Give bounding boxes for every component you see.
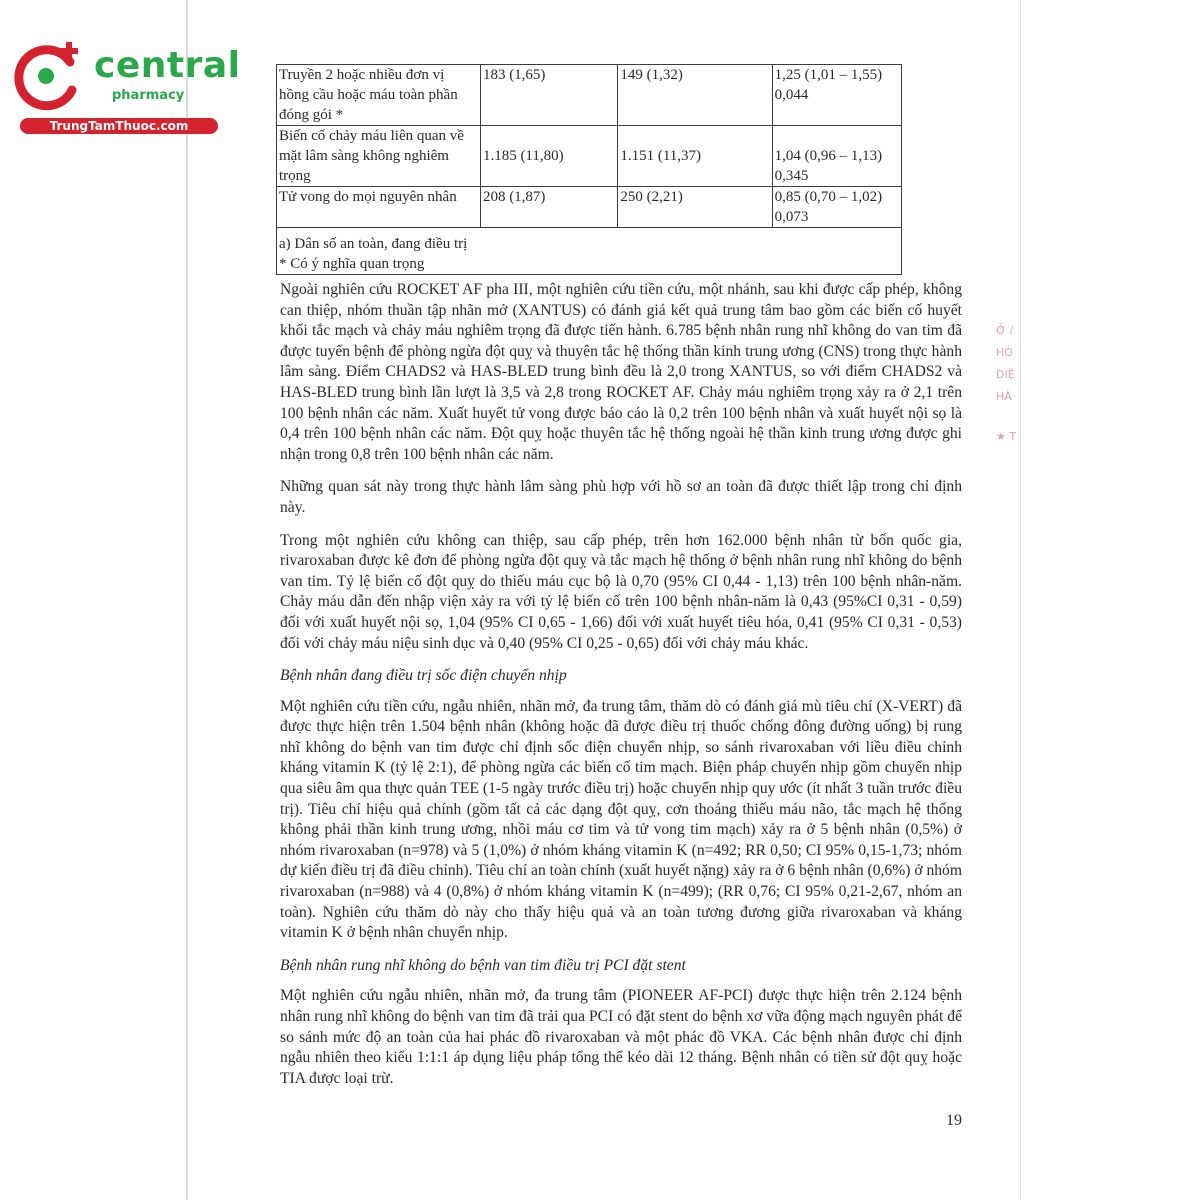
paragraph-pioneer: Một nghiên cứu ngẫu nhiên, nhãn mở, đa trung tâm (PIONEER AF-PCI) được thực hiện trên 2.124 bệnh nhân rung nhĩ không do bệnh van tim đã trải qua PCI có đặt stent do bệnh xơ vữa động mạch nguyên phát để so sánh mức độ an toàn của hai phác đồ rivaroxaban và một phác đồ VKA. Các bệnh nhân được chỉ định ngẫu nhiên theo kiểu 1:1:1 áp dụng liệu pháp tổng thể kéo dài 12 tháng. Bệnh nhân có tiền sử đột quỵ hoặc TIA được loại trừ. [280, 987, 962, 1087]
brand-name: central [94, 45, 241, 86]
paragraph-x-vert: Một nghiên cứu tiền cứu, ngẫu nhiên, nhãn mở, đa trung tâm, thăm dò có đánh giá mù tiêu chí (X-VERT) đã được thực hiện trên 1.504 bệnh nhân (không hoặc đã được điều trị thuốc chống đông đường uống) bị rung nhĩ không do bệnh van tim được chỉ định sốc điện chuyển nhịp, so sánh rivaroxaban với liều điều chỉnh kháng vitamin K (tỷ lệ 2:1), để phòng ngừa các biến cố tim mạch. Biện pháp chuyển nhịp gồm chuyển nhịp qua siêu âm qua thực quản TEE (1-5 ngày trước điều trị) hoặc chuyển nhịp quy ước (ít nhất 3 tuần trước điều trị). Tiêu chí hiệu quả chính (gồm tất cả các dạng đột quỵ, cơn thoáng thiếu máu não, tắc mạch hệ thống không phải thần kinh trung ương, nhồi máu cơ tim và tử vong tim mạch) xảy ra ở 5 bệnh nhân (0,5%) ở nhóm rivaroxaban (n=978) và 5 (1,0%) ở nhóm kháng vitamin K (n=492; RR 0,50; CI 95% 0,15-1,73; nhóm dự kiến điều trị đã điều chỉnh). Tiêu chí an toàn chính (xuất huyết nặng) xảy ra ở 6 bệnh nhân (0,6%) ở nhóm rivaroxaban (n=988) và 4 (0,8%) ở nhóm kháng vitamin K (n=499); (RR 0,76; CI 95% 0,21-2,67, nhóm an toàn). Nghiên cứu thăm dò này cho thấy hiệu quả và an toàn tương đương giữa rivaroxaban và kháng vitamin K ở bệnh nhân chuyển nhịp. [280, 697, 962, 942]
page-number: 19 [946, 1112, 962, 1129]
table-footnote [277, 228, 902, 275]
table-cell: 1,25 (1,01 – 1,55) 0,044 [772, 65, 901, 126]
table-cell: 1.185 (11,80) [480, 126, 617, 187]
page-edge-left [186, 0, 188, 1200]
table-footnote-row [277, 228, 902, 275]
stamp-line: ★ T [996, 430, 1017, 443]
footnote-b: * Có ý nghĩa quan trọng [279, 256, 425, 272]
table-row [277, 65, 902, 126]
document-body [280, 280, 962, 1101]
table-row [277, 126, 902, 187]
pharmacy-cross-logo-icon [12, 40, 84, 112]
stamp-line: HÒ [996, 346, 1013, 359]
page-edge-right [1020, 0, 1021, 1200]
table-cell: 183 (1,65) [480, 65, 617, 126]
table-cell: 208 (1,87) [480, 187, 617, 228]
table-cell-label: Biến cố chảy máu liên quan về mặt lâm sàng không nghiêm trọng [277, 126, 481, 187]
brand-url: TrungTamThuoc.com [20, 118, 218, 134]
table-cell: 1,04 (0,96 – 1,13) 0,345 [772, 126, 901, 187]
table-cell: 250 (2,21) [618, 187, 772, 228]
stamp-line: DIỆ [996, 368, 1015, 381]
brand-subtitle: pharmacy [112, 88, 185, 103]
footnote-a: a) Dân số an toàn, đang điều trị [279, 236, 468, 252]
section-heading-cardioversion: Bệnh nhân đang điều trị sốc điện chuyển nhịp [280, 667, 567, 685]
edge-stamp [996, 320, 1036, 500]
paragraph-xantus: Ngoài nghiên cứu ROCKET AF pha III, một nghiên cứu tiền cứu, một nhánh, sau khi được cấp phép, không can thiệp, nhóm thuần tập nhãn mở (XANTUS) có đánh giá kết quả trung tâm bao gồm các biến cố huyết khối tắc mạch và chảy máu nghiêm trọng đã được tiến hành. 6.785 bệnh nhân rung nhĩ không do van tim đã được tuyển bệnh để phòng ngừa đột quỵ và thuyên tắc hệ thống thần kinh trung ương (CNS) trong thực hành lâm sàng. Điểm CHADS2 và HAS-BLED trung bình đều là 2,0 trong XANTUS, so với điểm CHADS2 và HAS-BLED trung bình lần lượt là 3,5 và 2,8 trong ROCKET AF. Chảy máu nghiêm trọng xảy ra ở 2,1 trên 100 bệnh nhân các năm. Xuất huyết tử vong được báo cáo là 0,2 trên 100 bệnh nhân và xuất huyết nội sọ là 0,4 trên 100 bệnh nhân các năm. Đột quỵ hoặc thuyên tắc hệ thống ngoài hệ thần kinh trung ương được ghi nhận trong 0,8 trên 100 bệnh nhân các năm. [280, 281, 962, 463]
table-cell-label: Tử vong do mọi nguyên nhân [277, 187, 481, 228]
table-cell: 1.151 (11,37) [618, 126, 772, 187]
section-heading-pci: Bệnh nhân rung nhĩ không do bệnh van tim điều trị PCI đặt stent [280, 956, 686, 974]
table-cell: 0,85 (0,70 – 1,02) 0,073 [772, 187, 901, 228]
paragraph-post-approval: Trong một nghiên cứu không can thiệp, sau cấp phép, trên hơn 162.000 bệnh nhân từ bốn quốc gia, rivaroxaban được kê đơn để phòng ngừa đột quỵ và tắc mạch hệ thống ở bệnh nhân rung nhĩ không do bệnh van tim. Tỷ lệ biến cố đột quỵ do thiếu máu cục bộ là 0,70 (95% CI 0,44 - 1,13) trên 100 bệnh nhân-năm. Chảy máu dẫn đến nhập viện xảy ra với tỷ lệ biến cố trên 100 bệnh nhân-năm là 0,43 (95%CI 0,31 - 0,59) đối với xuất huyết nội sọ, 1,04 (95% CI 0,65 - 1,66) đối với xuất huyết tiêu hóa, 0,41 (95% CI 0,31 - 0,53) đối với chảy máu niệu sinh dục và 0,40 (95% CI 0,25 - 0,65) đối với chảy máu khác. [280, 531, 962, 652]
central-pharmacy-logo[interactable] [8, 40, 241, 140]
stamp-line: Ở / [996, 324, 1014, 337]
table-cell: 149 (1,32) [618, 65, 772, 126]
table-row [277, 187, 902, 228]
paragraph-observation: Những quan sát này trong thực hành lâm sàng phù hợp với hồ sơ an toàn đã được thiết lập trong chỉ định này. [280, 478, 962, 516]
table-cell-label: Truyền 2 hoặc nhiều đơn vị hồng cầu hoặc máu toàn phần đóng gói * [277, 65, 481, 126]
stamp-line: HÀ [996, 390, 1012, 403]
results-table [276, 64, 902, 275]
